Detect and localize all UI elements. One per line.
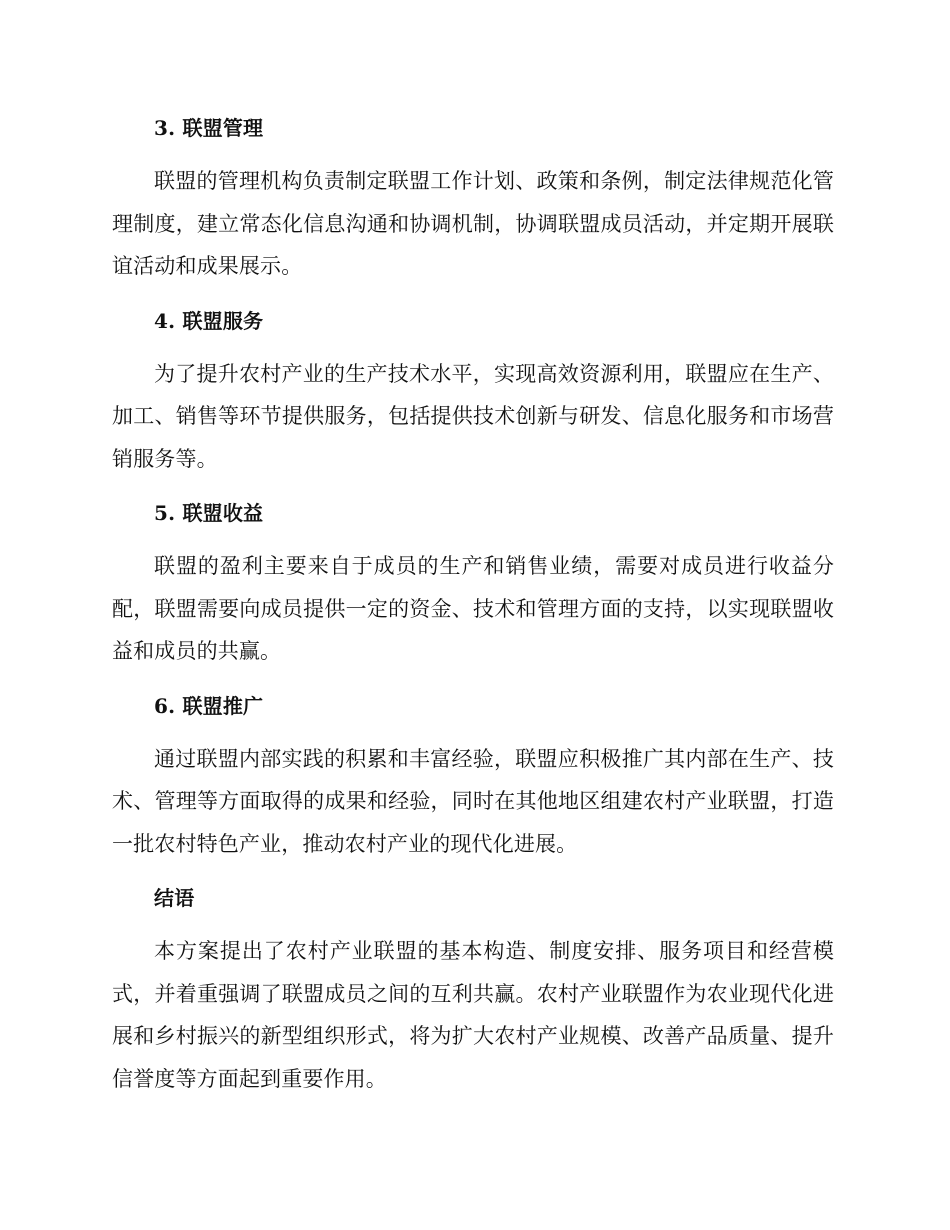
section-heading: 5. 联盟收益 bbox=[154, 501, 264, 525]
section-heading: 3. 联盟管理 bbox=[154, 116, 264, 140]
section-heading: 结语 bbox=[154, 886, 195, 910]
section-alliance-promotion bbox=[112, 688, 834, 866]
section-alliance-services bbox=[112, 303, 834, 481]
document-body bbox=[112, 110, 834, 1115]
section-heading: 6. 联盟推广 bbox=[154, 693, 264, 718]
section-paragraph: 为了提升农村产业的生产技术水平，实现高效资源利用，联盟应在生产、加工、销售等环节提供服务，包括提供技术创新与研发、信息化服务和市场营销服务等。 bbox=[112, 361, 834, 471]
section-alliance-management bbox=[112, 110, 834, 288]
section-paragraph: 通过联盟内部实践的积累和丰富经验，联盟应积极推广其内部在生产、技术、管理等方面取得的成果和经验，同时在其他地区组建农村产业联盟，打造一批农村特色产业，推动农村产业的现代化进展。 bbox=[112, 746, 834, 856]
section-alliance-revenue bbox=[112, 495, 834, 673]
section-paragraph: 本方案提出了农村产业联盟的基本构造、制度安排、服务项目和经营模式，并着重强调了联盟成员之间的互利共赢。农村产业联盟作为农业现代化进展和乡村振兴的新型组织形式，将为扩大农村产业规模、改善产品质量、提升信誉度等方面起到重要作用。 bbox=[112, 939, 834, 1091]
section-conclusion bbox=[112, 880, 834, 1100]
section-heading: 4. 联盟服务 bbox=[154, 308, 264, 333]
section-paragraph: 联盟的盈利主要来自于成员的生产和销售业绩，需要对成员进行收益分配，联盟需要向成员提供一定的资金、技术和管理方面的支持，以实现联盟收益和成员的共赢。 bbox=[112, 554, 834, 663]
section-paragraph: 联盟的管理机构负责制定联盟工作计划、政策和条例，制定法律规范化管理制度，建立常态化信息沟通和协调机制，协调联盟成员活动，并定期开展联谊活动和成果展示。 bbox=[112, 169, 834, 278]
